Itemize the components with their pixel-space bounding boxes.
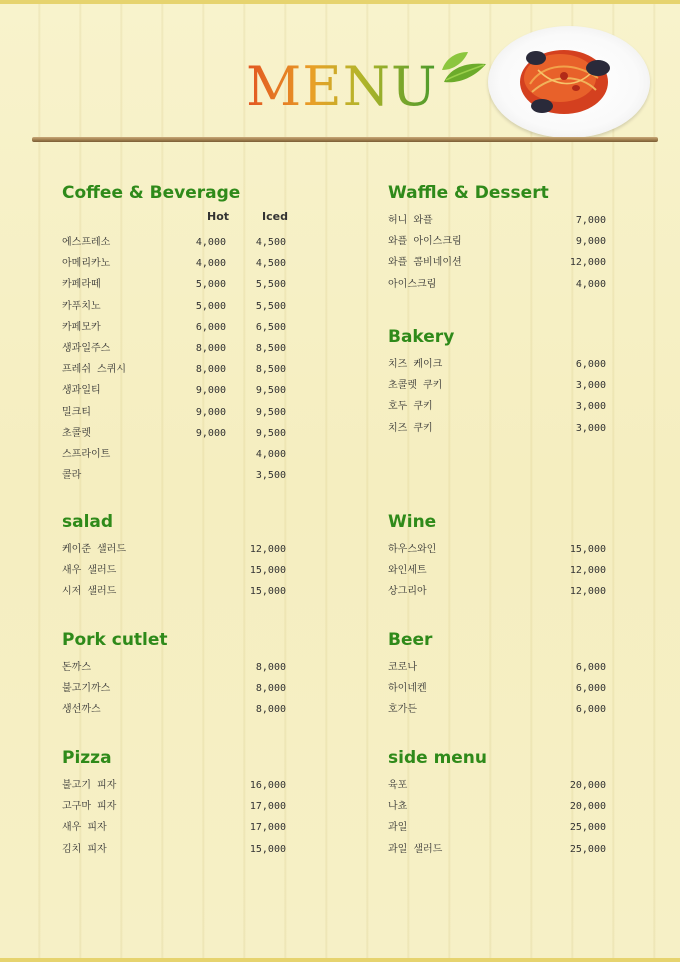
list-item (388, 560, 608, 581)
item-price-iced: 4,000 (255, 448, 286, 460)
item-price-iced: 3,500 (255, 470, 286, 482)
pizza-items (62, 775, 286, 860)
list-item (62, 317, 292, 338)
item-price-hot: 8,000 (195, 342, 226, 354)
item-price-iced: 8,500 (255, 364, 286, 376)
section-title: Pizza (62, 748, 112, 768)
list-item (388, 678, 608, 699)
item-name: 불고기 피자 (62, 780, 117, 791)
item-price-hot: 6,000 (195, 321, 226, 333)
item-price: 3,000 (575, 422, 606, 434)
item-name: 아메리카노 (62, 258, 111, 270)
item-price-hot: 5,000 (195, 279, 226, 291)
item-price: 17,000 (249, 801, 286, 813)
item-name: 생선까스 (62, 704, 101, 716)
item-price: 8,000 (255, 683, 286, 695)
list-item (388, 657, 608, 678)
item-name: 치즈 쿠키 (388, 422, 433, 434)
leaf-icon (440, 50, 490, 90)
item-name: 하이네켄 (388, 683, 427, 695)
item-name: 아이스크림 (388, 278, 437, 290)
list-item (388, 581, 608, 602)
item-name: 육포 (388, 780, 408, 791)
list-item (62, 678, 286, 699)
item-price-iced: 9,500 (255, 427, 286, 439)
item-price: 6,000 (575, 359, 606, 370)
item-price: 6,000 (575, 683, 606, 695)
section-title: Bakery (388, 327, 455, 347)
wine-items (388, 539, 608, 603)
item-price: 12,000 (569, 565, 606, 577)
column-iced: Iced (262, 210, 288, 223)
list-item (62, 817, 286, 838)
item-name: 돈까스 (62, 662, 91, 673)
section-coffee-beverage (62, 182, 292, 486)
pasta-image (502, 34, 622, 126)
item-price: 15,000 (249, 843, 286, 855)
section-bakery (388, 326, 608, 439)
section-title: Wine (388, 512, 437, 532)
item-name: 와플 콤비네이션 (388, 257, 462, 269)
list-item (388, 839, 608, 860)
salad-items (62, 539, 286, 603)
list-item (62, 539, 286, 560)
item-name: 카페라떼 (62, 279, 101, 291)
item-price: 15,000 (249, 565, 286, 577)
list-item (388, 796, 608, 817)
item-price-iced: 5,500 (255, 279, 286, 291)
item-name: 고구마 피자 (62, 801, 117, 813)
item-price-iced: 4,500 (255, 258, 286, 270)
item-name: 시저 샐러드 (62, 586, 117, 598)
list-item (388, 817, 608, 838)
list-item (388, 252, 608, 273)
item-price: 6,000 (575, 662, 606, 673)
bottom-border (0, 958, 680, 962)
item-price: 25,000 (569, 843, 606, 855)
section-title: Coffee & Beverage (62, 183, 241, 203)
list-item (62, 253, 292, 274)
section-title: Waffle & Dessert (388, 183, 549, 203)
item-name: 코로나 (388, 662, 417, 673)
item-price: 7,000 (575, 215, 606, 226)
item-price: 17,000 (249, 822, 286, 834)
list-item (62, 338, 292, 359)
item-name: 카푸치노 (62, 300, 101, 312)
item-name: 치즈 케이크 (388, 359, 443, 370)
list-item (388, 775, 608, 796)
list-item (388, 539, 608, 560)
coffee-items (62, 232, 292, 486)
section-title: salad (62, 512, 114, 532)
item-name: 새우 샐러드 (62, 565, 117, 577)
item-price: 15,000 (569, 544, 606, 555)
item-name: 와인세트 (388, 565, 427, 577)
item-price-hot: 4,000 (195, 258, 226, 270)
item-name: 상그리아 (388, 586, 427, 598)
section-title: side menu (388, 748, 488, 768)
item-name: 불고기까스 (62, 683, 111, 695)
item-name: 스프라이트 (62, 448, 111, 460)
item-price: 4,000 (575, 278, 606, 290)
item-price-hot: 8,000 (195, 364, 226, 376)
list-item (62, 581, 286, 602)
header-divider (32, 137, 658, 142)
list-item (62, 296, 292, 317)
item-price-iced: 5,500 (255, 300, 286, 312)
section-title: Pork cutlet (62, 630, 168, 650)
item-price: 8,000 (255, 662, 286, 673)
list-item (388, 396, 608, 417)
item-price-iced: 8,500 (255, 342, 286, 354)
list-item (388, 354, 608, 375)
item-name: 초콜렛 쿠키 (388, 380, 443, 392)
list-item (62, 232, 292, 253)
section-beer (388, 629, 608, 721)
list-item (62, 444, 292, 465)
list-item (62, 359, 292, 380)
list-item (388, 210, 608, 231)
item-price: 9,000 (575, 236, 606, 248)
item-name: 호가든 (388, 704, 417, 716)
item-price-iced: 6,500 (255, 321, 286, 333)
item-name: 밀크티 (62, 406, 91, 418)
top-border (0, 0, 680, 4)
item-name: 새우 피자 (62, 822, 107, 834)
section-waffle-dessert (388, 182, 608, 295)
column-hot: Hot (207, 210, 230, 223)
item-price: 12,000 (569, 586, 606, 598)
item-name: 과일 (388, 822, 408, 834)
item-price: 20,000 (569, 801, 606, 813)
list-item (62, 560, 286, 581)
item-price: 3,000 (575, 401, 606, 413)
section-pizza (62, 747, 286, 860)
item-price-iced: 4,500 (255, 237, 286, 248)
list-item (62, 839, 286, 860)
item-price: 15,000 (249, 586, 286, 598)
beer-items (388, 657, 608, 721)
section-pork-cutlet (62, 629, 286, 721)
item-name: 와플 아이스크림 (388, 236, 462, 248)
item-price-hot: 5,000 (195, 300, 226, 312)
list-item (62, 402, 292, 423)
item-price: 3,000 (575, 380, 606, 392)
list-item (388, 375, 608, 396)
item-price: 6,000 (575, 704, 606, 716)
list-item (388, 418, 608, 439)
item-name: 초콜렛 (62, 427, 91, 439)
item-price-iced: 9,500 (255, 385, 286, 397)
item-price: 12,000 (569, 257, 606, 269)
item-name: 프레쉬 스퀴시 (62, 364, 126, 376)
item-price-hot: 9,000 (195, 406, 226, 418)
list-item (62, 657, 286, 678)
list-item (388, 274, 608, 295)
section-salad (62, 511, 286, 603)
list-item (62, 465, 292, 486)
item-price-hot: 4,000 (195, 237, 226, 248)
list-item (388, 231, 608, 252)
list-item (62, 380, 292, 401)
list-item (62, 775, 286, 796)
pork-items (62, 657, 286, 721)
item-price: 20,000 (569, 780, 606, 791)
waffle-items (388, 210, 608, 295)
list-item (62, 274, 292, 295)
item-name: 에스프레소 (62, 237, 111, 248)
section-side-menu (388, 747, 608, 860)
list-item (62, 423, 292, 444)
item-name: 하우스와인 (388, 544, 437, 555)
side-items (388, 775, 608, 860)
item-name: 생과일티 (62, 385, 101, 397)
menu-title: MENU (246, 52, 437, 122)
bakery-items (388, 354, 608, 439)
item-price: 25,000 (569, 822, 606, 834)
item-name: 허니 와플 (388, 215, 433, 226)
item-name: 김치 피자 (62, 843, 107, 855)
item-name: 콜라 (62, 470, 82, 482)
item-price-hot: 9,000 (195, 427, 226, 439)
item-name: 카페모카 (62, 321, 101, 333)
item-name: 생과일주스 (62, 342, 111, 354)
item-price: 16,000 (249, 780, 286, 791)
item-price-hot: 9,000 (195, 385, 226, 397)
list-item (388, 699, 608, 720)
item-price: 8,000 (255, 704, 286, 716)
item-price: 12,000 (249, 544, 286, 555)
item-price-iced: 9,500 (255, 406, 286, 418)
list-item (62, 796, 286, 817)
item-name: 과일 샐러드 (388, 843, 443, 855)
section-title: Beer (388, 630, 433, 650)
list-item (62, 699, 286, 720)
section-wine (388, 511, 608, 603)
column-headers (62, 210, 292, 228)
item-name: 호두 쿠키 (388, 401, 433, 413)
item-name: 케이준 샐러드 (62, 544, 126, 555)
item-name: 나쵸 (388, 801, 408, 813)
